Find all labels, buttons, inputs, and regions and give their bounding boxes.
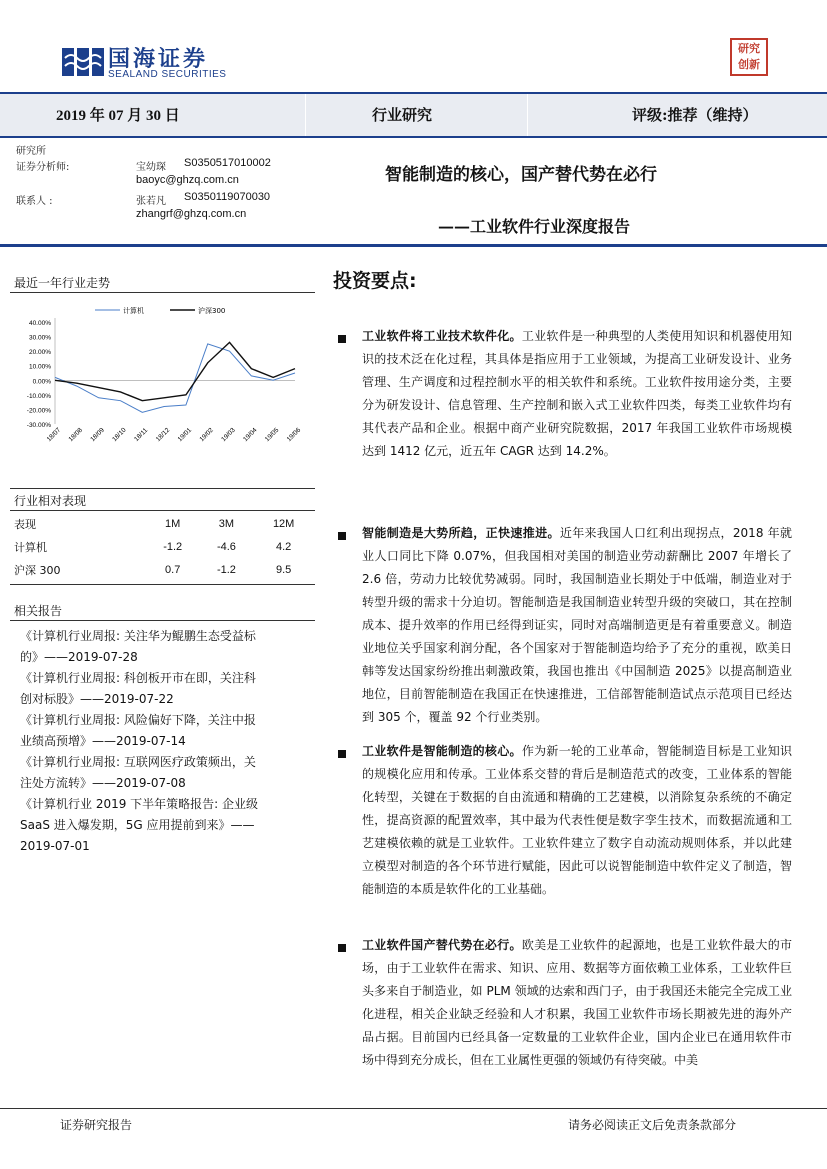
y-tick-label: 0.00% bbox=[32, 378, 51, 386]
related-heading: 相关报告 bbox=[14, 604, 63, 618]
brand-logo-icon bbox=[62, 46, 104, 78]
analyst-label: 证券分析师: bbox=[16, 162, 70, 173]
research-seal: 研究创新 bbox=[730, 38, 768, 76]
performance-table bbox=[14, 512, 314, 581]
table-cell: 9.5 bbox=[276, 563, 292, 576]
x-tick-label: 19/03 bbox=[220, 426, 237, 444]
x-tick-label: 18/12 bbox=[154, 426, 172, 444]
highlight-paragraph bbox=[362, 740, 792, 901]
contact-email[interactable]: zhangrf@ghzq.com.cn bbox=[136, 208, 247, 220]
rule bbox=[10, 510, 315, 511]
analyst-id: S0350517010002 bbox=[184, 157, 271, 169]
y-tick-label: 30.00% bbox=[28, 334, 51, 342]
bullet-icon bbox=[338, 532, 346, 540]
report-rating: 评级:推荐（维持） bbox=[632, 106, 758, 124]
related-reports-list bbox=[20, 626, 320, 857]
contact-id: S0350119070030 bbox=[184, 191, 271, 203]
table-cell: 4.2 bbox=[276, 540, 292, 553]
table-cell: -1.2 bbox=[163, 540, 183, 553]
rule bbox=[10, 292, 315, 293]
bullet-icon bbox=[338, 944, 346, 952]
column-header: 12M bbox=[272, 517, 295, 530]
related-report-link[interactable]: 业绩高预增》——2019-07-14 bbox=[20, 734, 186, 748]
legend-label: 沪深300 bbox=[198, 307, 226, 315]
y-tick-label: 10.00% bbox=[28, 363, 51, 371]
related-report-link[interactable]: 《计算机行业周报: 科创板开市在即，关注科 bbox=[20, 671, 256, 685]
related-report-link[interactable]: 2019-07-01 bbox=[20, 839, 90, 853]
y-tick-label: 40.00% bbox=[28, 320, 51, 327]
x-tick-label: 18/07 bbox=[45, 426, 63, 444]
trend-heading: 最近一年行业走势 bbox=[14, 276, 111, 290]
footer-left: 证券研究报告 bbox=[60, 1118, 133, 1132]
related-report-link[interactable]: 《计算机行业周报: 关注华为鲲鹏生态受益标 bbox=[20, 629, 256, 643]
y-tick-label: -20.00% bbox=[26, 407, 51, 415]
rule bbox=[10, 620, 315, 621]
related-report-link[interactable]: 《计算机行业周报: 风险偏好下降，关注中报 bbox=[20, 713, 256, 727]
analyst-email[interactable]: baoyc@ghzq.com.cn bbox=[136, 174, 239, 186]
table-row bbox=[14, 558, 314, 581]
series-line bbox=[55, 342, 295, 400]
y-tick-label: 20.00% bbox=[28, 349, 51, 357]
column-header: 3M bbox=[218, 517, 235, 530]
related-report-link[interactable]: 注处方流转》——2019-07-08 bbox=[20, 776, 186, 790]
x-tick-label: 19/01 bbox=[176, 426, 194, 444]
header-divider bbox=[527, 94, 528, 136]
highlight-body: 工业软件是一种典型的人类使用知识和机器使用知识的技术泛在化过程，其具体是指应用于工业领域，为提高工业研发设计、业务管理、生产调度和过程控制水平的相关软件和系统。工业软件按用途分类，主要分为研发设计、信息管理、生产控制和嵌入式工业软件四类，每类工业软件均有其代表产品和企业。根据中商产业研究院数据，2017 年我国工业软件市场规模达到 1412 亿元，近五年 CAGR 达到 14.2%。 bbox=[362, 329, 792, 458]
rule bbox=[10, 488, 315, 489]
x-tick-label: 18/09 bbox=[89, 426, 106, 444]
highlight-paragraph bbox=[362, 325, 792, 463]
x-tick-label: 18/10 bbox=[111, 426, 128, 444]
highlight-lead: 工业软件国产替代势在必行。 bbox=[362, 938, 522, 952]
header-divider bbox=[305, 94, 306, 136]
rule bbox=[10, 584, 315, 585]
x-tick-label: 18/11 bbox=[133, 426, 150, 443]
legend-label: 计算机 bbox=[123, 307, 144, 315]
report-subtitle: ——工业软件行业深度报告 bbox=[438, 217, 631, 236]
x-tick-label: 19/06 bbox=[285, 426, 303, 444]
contact-label: 联系人 : bbox=[16, 196, 53, 207]
table-cell: -1.2 bbox=[216, 563, 236, 576]
dept-label: 研究所 bbox=[16, 146, 46, 157]
column-header: 表现 bbox=[14, 517, 36, 531]
y-tick-label: -30.00% bbox=[26, 422, 51, 429]
report-type: 行业研究 bbox=[372, 106, 433, 124]
performance-heading: 行业相对表现 bbox=[14, 494, 87, 508]
table-cell: 计算机 bbox=[14, 540, 47, 554]
table-cell: 沪深 300 bbox=[14, 563, 61, 577]
table-header-row bbox=[14, 512, 314, 535]
highlight-body: 欧美是工业软件的起源地，也是工业软件最大的市场，由于工业软件在需求、知识、应用、数据等方面依赖工业体系，工业软件巨头多来自于制造业，如 PLM 领域的达索和西门子，由于我国还未能完全完成工业化进程，相关企业缺乏经验和人才积累，我国工业软件市场长期被先进的海外产品占据。目前国内已经具备一定数量的工业软件企业，国内企业已在通用软件市场中得到充分成长，但在工业属性更强的领域仍有待突破。中美 bbox=[362, 938, 792, 1067]
x-tick-label: 19/05 bbox=[263, 426, 281, 444]
report-date: 2019 年 07 月 30 日 bbox=[56, 108, 180, 124]
section-divider bbox=[0, 244, 827, 247]
related-report-link[interactable]: 《计算机行业 2019 下半年策略报告: 企业级 bbox=[20, 797, 259, 811]
y-tick-label: -10.00% bbox=[26, 392, 51, 400]
x-tick-label: 18/08 bbox=[67, 426, 84, 444]
investment-highlights-heading: 投资要点: bbox=[333, 270, 417, 292]
bullet-icon bbox=[338, 750, 346, 758]
related-report-link[interactable]: 的》——2019-07-28 bbox=[20, 650, 138, 664]
related-report-link[interactable]: 创对标股》——2019-07-22 bbox=[20, 692, 174, 706]
highlight-lead: 智能制造是大势所趋，正快速推进。 bbox=[362, 526, 560, 540]
highlight-paragraph bbox=[362, 934, 792, 1072]
table-cell: -4.6 bbox=[216, 540, 236, 553]
table-cell: 0.7 bbox=[165, 563, 181, 576]
series-line bbox=[55, 344, 295, 412]
x-tick-label: 19/04 bbox=[242, 426, 259, 444]
related-report-link[interactable]: 《计算机行业周报: 互联网医疗政策频出，关 bbox=[20, 755, 256, 769]
highlight-paragraph bbox=[362, 522, 792, 729]
brand-name-cn: 国海证券 bbox=[108, 47, 209, 72]
analyst-name: 宝幼琛 bbox=[136, 162, 166, 173]
highlight-lead: 工业软件将工业技术软件化。 bbox=[362, 329, 522, 343]
column-header: 1M bbox=[165, 517, 181, 530]
brand-name-en: SEALAND SECURITIES bbox=[108, 69, 227, 80]
highlight-lead: 工业软件是智能制造的核心。 bbox=[362, 744, 522, 758]
highlight-body: 近年来我国人口红利出现拐点，2018 年就业人口同比下降 0.07%，但我国相对美国的制造业劳动薪酬比 2007 年增长了 2.6 倍，劳动力比较优势减弱。同时，我国制造业长期处于中低端，制造业对于转型升级的需求十分迫切。智能制造是我国制造业转型升级的突破口，其在控制成本、提升效率的作用已经得到证实，同时对高端制造更是有着重要意义。制造业地位关乎国家利润分配，各个国家对于智能制造均给予了充分的重视，欧美日韩等发达国家纷纷推出刺激政策，我国也推出《中国制造 2025》以提高制造业地位，目前智能制造在我国正在快速推进，工信部智能制造试点示范项目已经达到 305 个，覆盖 92 个行业类别。 bbox=[362, 526, 792, 724]
report-title: 智能制造的核心，国产替代势在必行 bbox=[385, 165, 657, 185]
bullet-icon bbox=[338, 335, 346, 343]
industry-trend-chart bbox=[10, 302, 310, 462]
x-tick-label: 19/02 bbox=[198, 426, 215, 444]
related-report-link[interactable]: SaaS 进入爆发期，5G 应用提前到来》—— bbox=[20, 818, 255, 832]
table-row bbox=[14, 535, 314, 558]
highlight-body: 作为新一轮的工业革命，智能制造目标是工业知识的规模化应用和传承。工业体系交替的背后是制造范式的改变，工业体系的智能化转型，关键在于数据的自由流通和精确的工艺建模，以消除复杂系统的不确定性，提高资源的配置效率，其中最为代表性便是数字孪生技术，而数据流通和工艺建模依赖的就是工业软件。工业软件建立了数字自动流动规则体系，并以此建立模型对制造的各个环节进行赋能，因此可以说智能制造中软件定义了制造，智能制造的本质是软件化的工业基础。 bbox=[362, 744, 792, 896]
contact-name: 张若凡 bbox=[136, 196, 166, 207]
footer-rule bbox=[0, 1108, 827, 1109]
footer-right: 请务必阅读正文后免责条款部分 bbox=[568, 1118, 737, 1132]
